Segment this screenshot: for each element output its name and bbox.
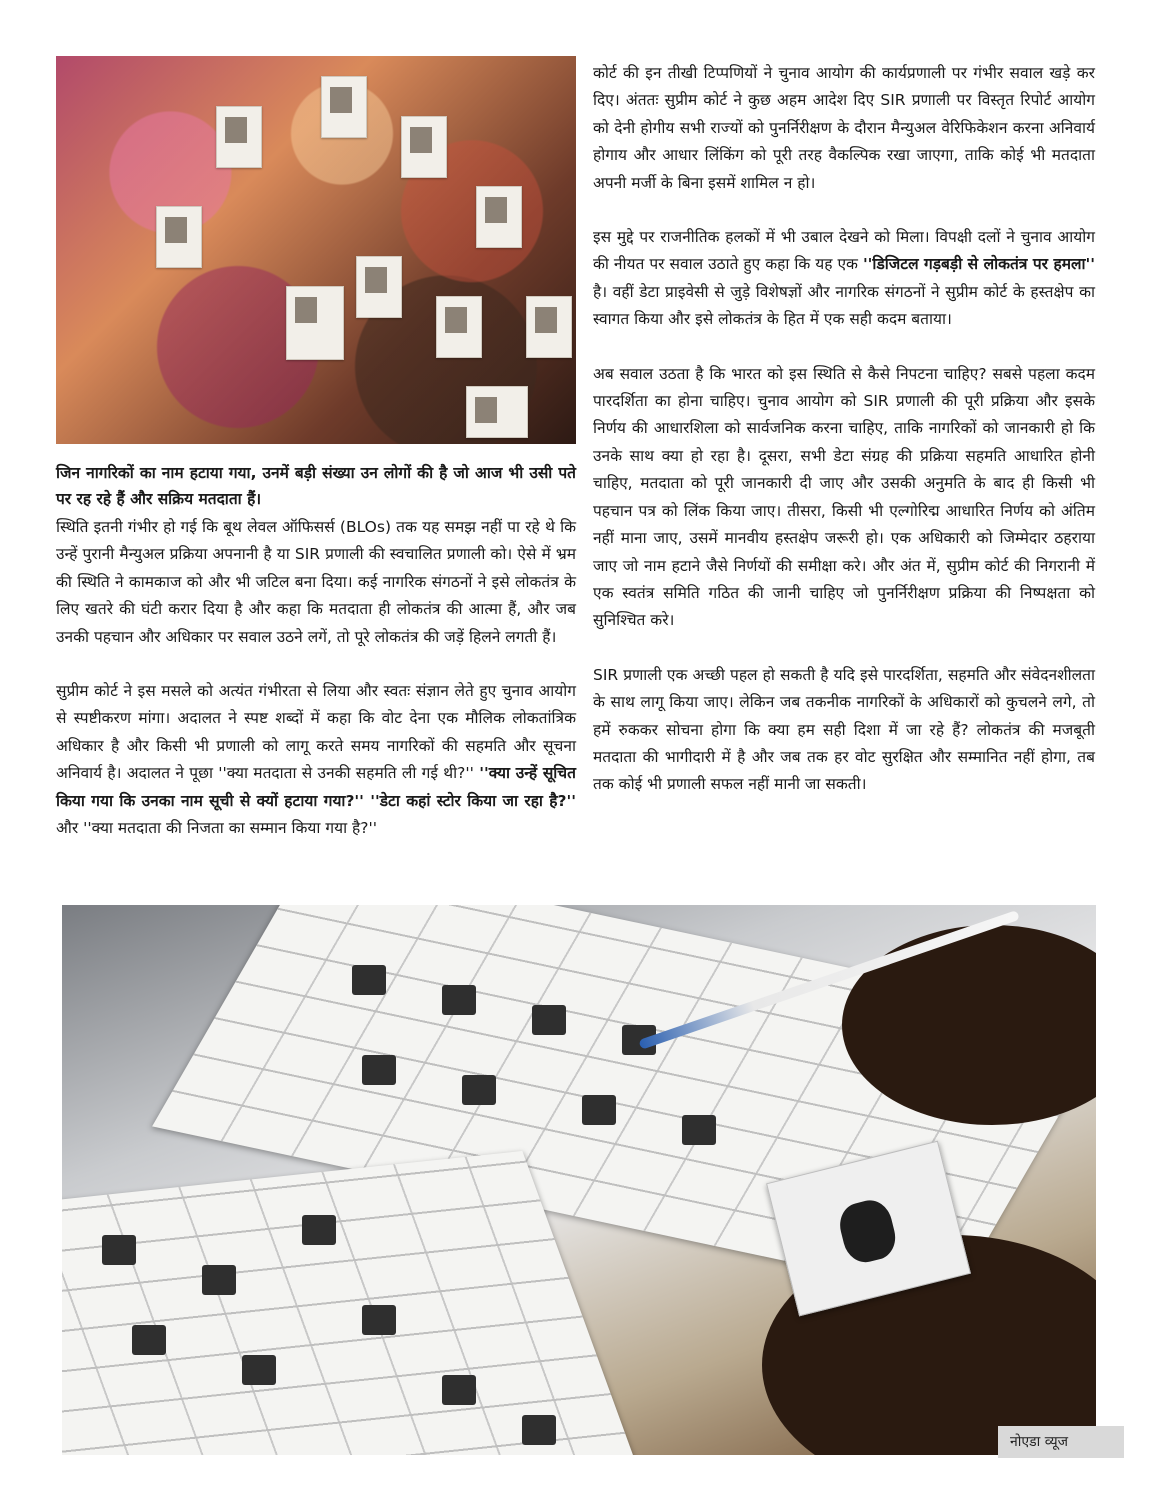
- left-paragraph-2-bold-questions: ''क्या उन्हें सूचित किया गया कि उनका नाम सूची से क्यों हटाया गया?'' ''डेटा कहां स्टोर किया जा रहा है?'': [56, 764, 576, 810]
- left-text-column: [56, 460, 576, 842]
- left-paragraph-2-part-a: सुप्रीम कोर्ट ने इस मसले को अत्यंत गंभीरता से लिया और स्वतः संज्ञान लेते हुए चुनाव आयोग से स्पष्टीकरण मांगा। अदालत ने स्पष्ट शब्दों में कहा कि वोट देना एक मौलिक लोकतांत्रिक अधिकार है और किसी भी प्रणाली को लागू करते समय नागरिकों की सहमति और सूचना अनिवार्य है। अदालत ने पूछा ''क्या मतदाता से उनकी सहमति ली गई थी?'': [56, 682, 576, 783]
- right-paragraph-4: SIR प्रणाली एक अच्छी पहल हो सकती है यदि इसे पारदर्शिता, सहमति और संवेदनशीलता के साथ लागू किया जाए। लेकिन जब तकनीक नागरिकों के अधिकारों को कुचलने लगे, तो हमें रुककर सोचना होगा कि क्या हम सही दिशा में जा रहे हैं? लोकतंत्र की मजबूती मतदाता की भागीदारी में है और जब तक हर वोट सुरक्षित और सम्मानित नहीं होगा, तब तक कोई भी प्रणाली सफल नहीं मानी जा सकती।: [593, 665, 1095, 794]
- right-paragraph-2-part-a: इस मुद्दे पर राजनीतिक हलकों में भी उबाल देखने को मिला। विपक्षी दलों ने चुनाव आयोग की नीयत पर सवाल उठाते हुए कहा कि यह एक: [593, 228, 1095, 274]
- voters-holding-id-cards-photo: [56, 56, 576, 444]
- right-text-column: [593, 60, 1095, 799]
- left-paragraph-2: [56, 678, 576, 842]
- left-paragraph-2-part-c: और ''क्या मतदाता की निजता का सम्मान किया गया है?'': [56, 819, 377, 838]
- right-paragraph-2-bold-quote: ''डिजिटल गड़बड़ी से लोकतंत्र पर हमला'': [862, 255, 1095, 274]
- photo-caption: जिन नागरिकों का नाम हटाया गया, उनमें बड़ी संख्या उन लोगों की है जो आज भी उसी पते पर रह रहे हैं और सक्रिय मतदाता हैं।: [56, 464, 576, 508]
- right-paragraph-3: अब सवाल उठता है कि भारत को इस स्थिति से कैसे निपटना चाहिए? सबसे पहला कदम पारदर्शिता का होना चाहिए। चुनाव आयोग को SIR प्रणाली की पूरी प्रक्रिया और इसके निर्णय की आधारशिला को सार्वजनिक करना चाहिए, ताकि नागरिकों को जानकारी हो कि उनके साथ क्या हो रहा है। दूसरा, सभी डेटा संग्रह की प्रक्रिया सहमति आधारित होनी चाहिए, मतदाता को पूरी जानकारी दी जाए और उसकी अनुमति के बाद ही किसी भी पहचान पत्र को लिंक किया जाए। तीसरा, किसी भी एल्गोरिद्म आधारित निर्णय को अंतिम नहीं माना जाए, उसमें मानवीय हस्तक्षेप जरूरी हो। एक अधिकारी को जिम्मेदार ठहराया जाए जो नाम हटाने जैसे निर्णयों की समीक्षा करे। और अंत में, सुप्रीम कोर्ट की निगरानी में एक स्वतंत्र समिति गठित की जानी चाहिए जो पुनर्निरीक्षण प्रक्रिया की निष्पक्षता को सुनिश्चित करे।: [593, 364, 1095, 630]
- right-paragraph-1: कोर्ट की इन तीखी टिप्पणियों ने चुनाव आयोग की कार्यप्रणाली पर गंभीर सवाल खड़े कर दिए। अंततः सुप्रीम कोर्ट ने कुछ अहम आदेश दिए SIR प्रणाली पर विस्तृत रिपोर्ट आयोग को देनी होगीय सभी राज्यों को पुनर्निरीक्षण के दौरान मैन्युअल वेरिफिकेशन करना अनिवार्य होगाय और आधार लिंकिंग को पूरी तरह वैकल्पिक रखा जाएगा, ताकि कोई भी मतदाता अपनी मर्जी के बिना इसमें शामिल न हो।: [593, 64, 1095, 192]
- publication-folio: नोएडा व्यूज: [998, 1426, 1124, 1458]
- right-paragraph-2-part-c: है। वहीं डेटा प्राइवेसी से जुड़े विशेषज्ञों और नागरिक संगठनों ने सुप्रीम कोर्ट के हस्तक्षेप का स्वागत किया और इसे लोकतंत्र के हित में एक सही कदम बताया।: [593, 282, 1095, 329]
- left-paragraph-1: स्थिति इतनी गंभीर हो गई कि बूथ लेवल ऑफिसर्स (BLOs) तक यह समझ नहीं पा रहे थे कि उन्हें पुरानी मैन्युअल प्रक्रिया अपनानी है या SIR प्रणाली की स्वचालित प्रणाली को। ऐसे में भ्रम की स्थिति ने कामकाज को और भी जटिल बना दिया। कई नागरिक संगठनों ने इसे लोकतंत्र के लिए खतरे की घंटी करार दिया है और कहा कि मतदाता ही लोकतंत्र की आत्मा हैं, और जब उनकी पहचान और अधिकार पर सवाल उठने लगें, तो पूरे लोकतंत्र की जड़ें हिलने लगती हैं।: [56, 518, 576, 646]
- right-paragraph-2: [593, 224, 1095, 334]
